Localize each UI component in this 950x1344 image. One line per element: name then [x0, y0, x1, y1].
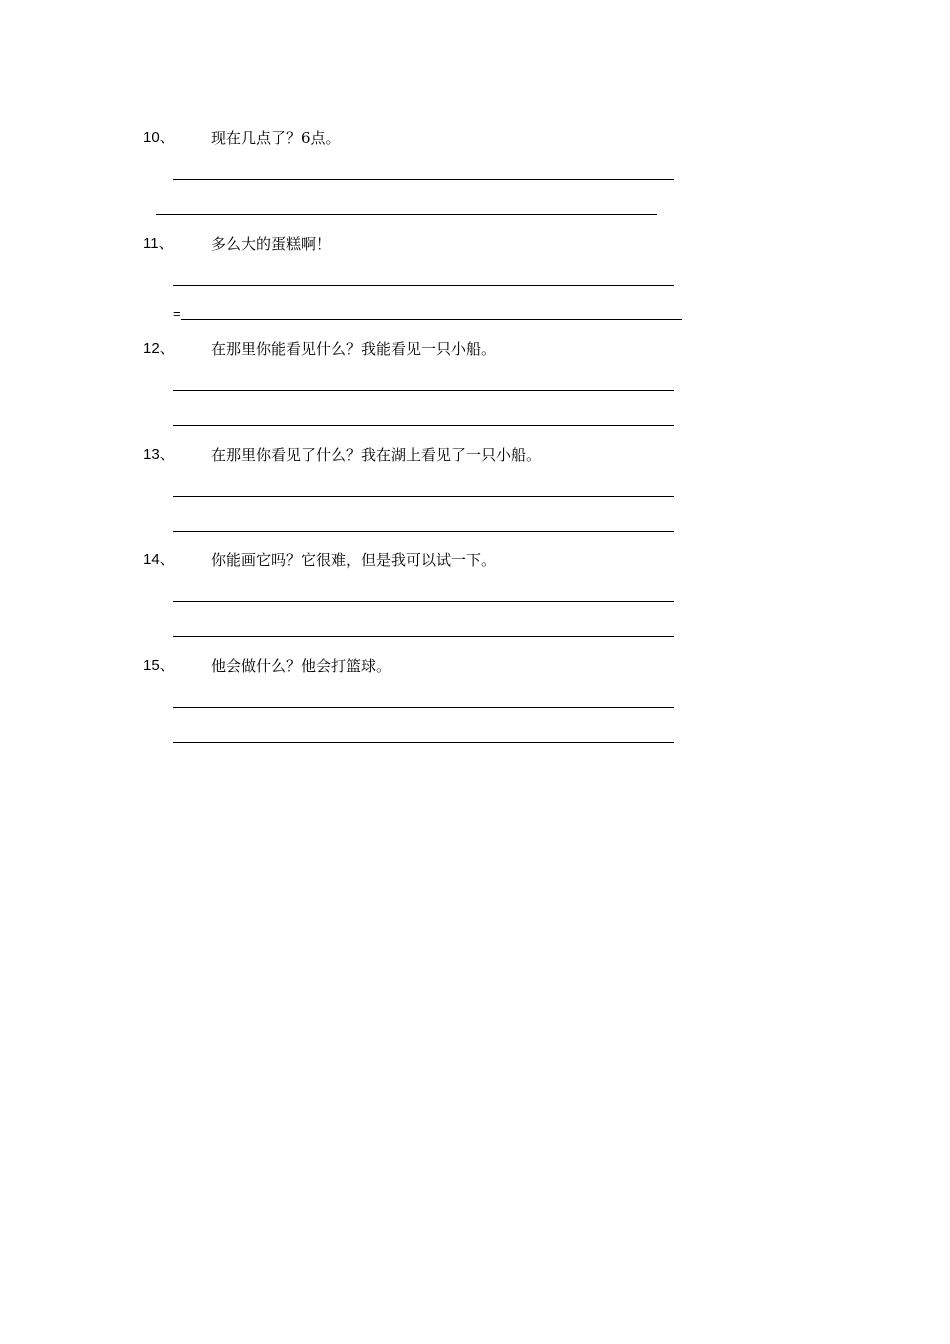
answer-line[interactable]	[173, 636, 674, 637]
answer-line[interactable]	[173, 742, 674, 743]
line-prefix: =	[173, 306, 181, 321]
answer-line[interactable]	[173, 390, 674, 391]
answer-line[interactable]	[173, 707, 674, 708]
answer-line[interactable]	[181, 319, 682, 320]
question-10	[0, 128, 950, 233]
answer-line[interactable]	[173, 425, 674, 426]
question-text: 多么大的蛋糕啊！	[211, 235, 332, 253]
question-number: 13、	[143, 446, 175, 463]
question-number: 15、	[143, 657, 175, 674]
question-number: 12、	[143, 340, 175, 357]
question-13	[0, 445, 950, 550]
question-15	[0, 656, 950, 761]
question-text: 现在几点了？6点。	[211, 129, 341, 147]
answer-line[interactable]	[173, 179, 674, 180]
answer-line[interactable]	[173, 601, 674, 602]
question-text: 在那里你看见了什么？我在湖上看见了一只小船。	[211, 446, 542, 464]
question-number: 10、	[143, 129, 175, 146]
question-14	[0, 550, 950, 655]
question-number: 11、	[143, 235, 174, 252]
question-number: 14、	[143, 551, 175, 568]
answer-line[interactable]	[173, 531, 674, 532]
answer-line[interactable]	[173, 285, 674, 286]
question-text: 他会做什么？他会打篮球。	[211, 657, 392, 675]
answer-line[interactable]	[156, 214, 657, 215]
answer-line[interactable]	[173, 496, 674, 497]
question-12	[0, 339, 950, 444]
question-text: 在那里你能看见什么？我能看见一只小船。	[211, 340, 497, 358]
question-text: 你能画它吗？它很难，但是我可以试一下。	[211, 551, 497, 569]
question-11	[0, 234, 950, 339]
